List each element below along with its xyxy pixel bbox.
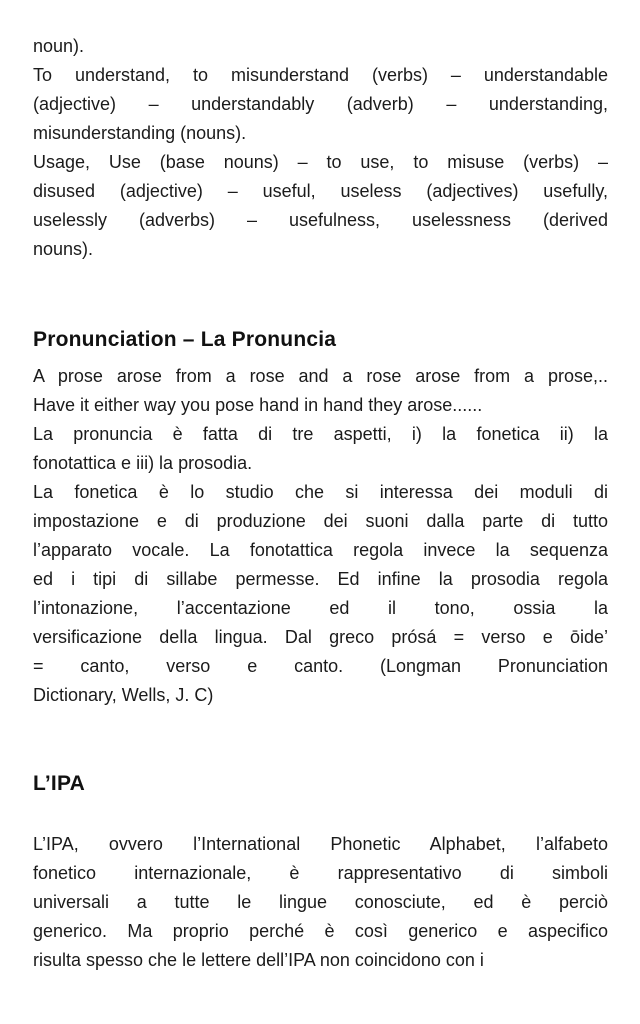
- text-line: universali a tutte le lingue conosciute, ed è perciò: [33, 892, 608, 912]
- text-line: To understand, to misunderstand (verbs) – understandable: [33, 65, 608, 85]
- text-line: disused (adjective) – useful, useless (adjectives) usefully,: [33, 181, 608, 201]
- text-line: (adjective) – understandably (adverb) – understanding,: [33, 94, 608, 114]
- section-heading: Pronunciation – La Pronuncia: [33, 328, 337, 351]
- paragraph: [33, 478, 608, 710]
- text-line: = canto, verso e canto. (Longman Pronunciation: [33, 656, 608, 676]
- text-line: fonotattica e iii) la prosodia.: [33, 453, 253, 473]
- text-line: A prose arose from a rose and a rose arose from a prose,..: [33, 366, 608, 386]
- text-line: La pronuncia è fatta di tre aspetti, i) la fonetica ii) la: [33, 424, 608, 444]
- text-line: l’intonazione, l’accentazione ed il tono, ossia la: [33, 598, 608, 618]
- text-line: uselessly (adverbs) – usefulness, uselessness (derived: [33, 210, 608, 230]
- text-line: l’apparato vocale. La fonotattica regola invece la sequenza: [33, 540, 608, 560]
- text-line: impostazione e di produzione dei suoni dalla parte di tutto: [33, 511, 608, 531]
- text-line: ed i tipi di sillabe permesse. Ed infine la prosodia regola: [33, 569, 608, 589]
- section-heading: L’IPA: [33, 772, 85, 795]
- paragraph: [33, 32, 608, 61]
- text-line: La fonetica è lo studio che si interessa dei moduli di: [33, 482, 608, 502]
- text-line: versificazione della lingua. Dal greco prósá = verso e ōide’: [33, 627, 608, 647]
- text-line: Usage, Use (base nouns) – to use, to misuse (verbs) –: [33, 152, 608, 172]
- text-line: generico. Ma proprio perché è così generico e aspecifico: [33, 921, 608, 941]
- paragraph: [33, 61, 608, 148]
- text-line: nouns).: [33, 239, 94, 259]
- text-line: Dictionary, Wells, J. C): [33, 685, 214, 705]
- text-line: misunderstanding (nouns).: [33, 123, 247, 143]
- paragraph: [33, 148, 608, 264]
- text-line: L’IPA, ovvero l’International Phonetic Alphabet, l’alfabeto: [33, 834, 608, 854]
- paragraph: [33, 362, 608, 420]
- text-line: Have it either way you pose hand in hand they arose......: [33, 395, 483, 415]
- paragraph: [33, 420, 608, 478]
- text-line: noun).: [33, 36, 85, 56]
- text-line: fonetico internazionale, è rappresentativo di simboli: [33, 863, 608, 883]
- paragraph: [33, 830, 608, 975]
- text-line: risulta spesso che le lettere dell’IPA non coincidono con i: [33, 950, 484, 970]
